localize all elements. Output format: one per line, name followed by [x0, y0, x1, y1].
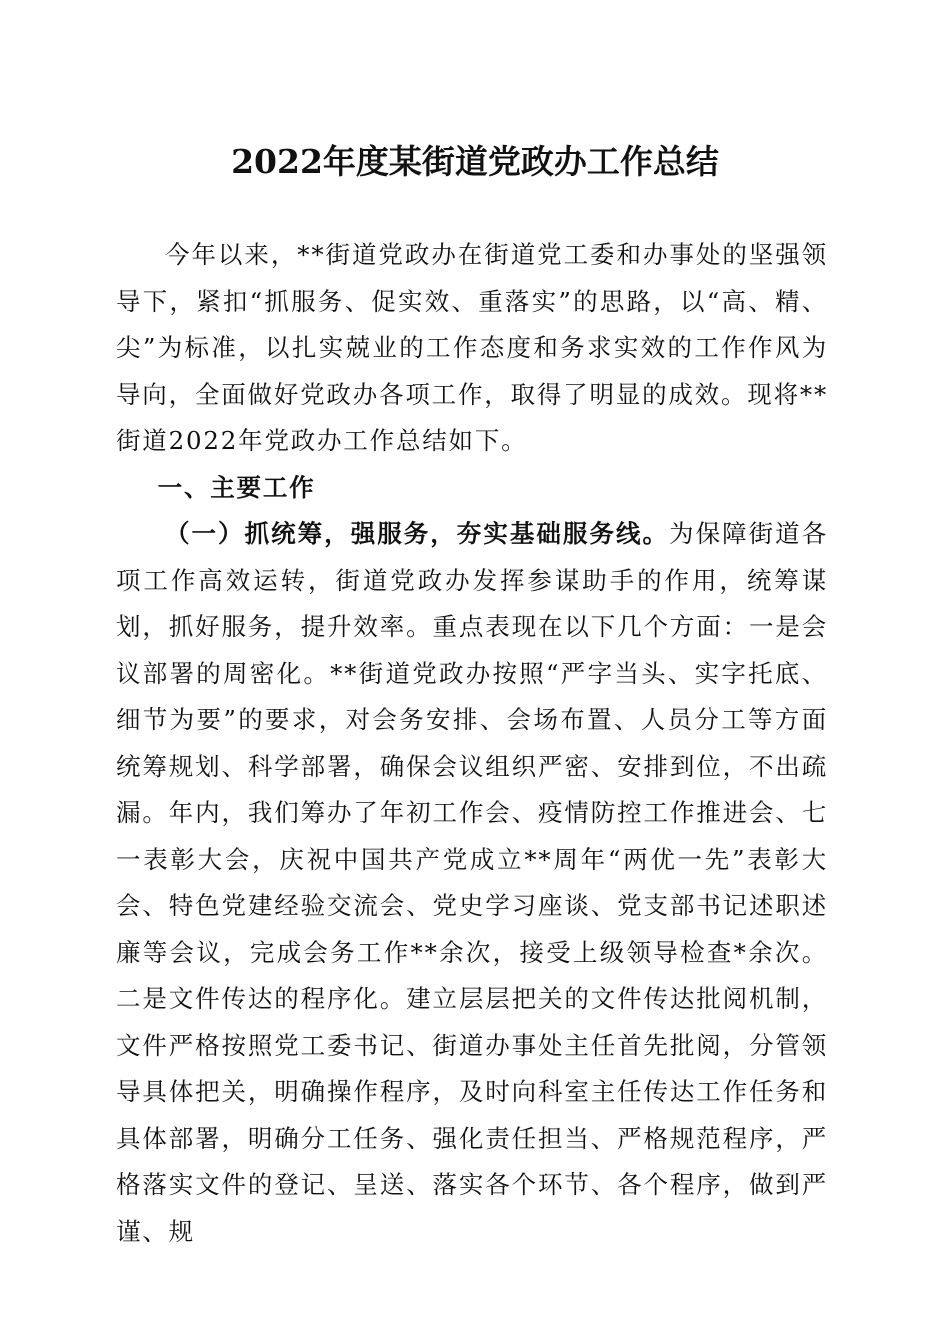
- subsection-lead: （一）抓统筹，强服务，夯实基础服务线。: [165, 519, 670, 548]
- subsection-text: 为保障街道各项工作高效运转，街道党政办发挥参谋助手的作用，统筹谋划，抓好服务，提升效率。重点表现在以下几个方面：一是会议部署的周密化。**街道党政办按照“严字当头、实字托底、细节为要”的要求，对会务安排、会场布置、人员分工等方面统筹规划、科学部署，确保会议组织严密、安排到位，不出疏漏。年内，我们筹办了年初工作会、疫情防控工作推进会、七一表彰大会，庆祝中国共产党成立**周年“两优一先”表彰大会、特色党建经验交流会、党史学习座谈、党支部书记述职述廉等会议，完成会务工作**余次，接受上级领导检查*余次。二是文件传达的程序化。建立层层把关的文件传达批阅机制，文件严格按照党工委书记、街道办事处主任首先批阅，分管领导具体把关，明确操作程序，及时向科室主任传达工作任务和具体部署，明确分工任务、强化责任担当、严格规范程序，严格落实文件的登记、呈送、落实各个环节、各个程序，做到严谨、规: [116, 519, 828, 1246]
- document-title: 2022年度某街道党政办工作总结: [231, 142, 719, 181]
- intro-paragraph: 今年以来，**街道党政办在街道党工委和办事处的坚强领导下，紧扣“抓服务、促实效、重落实”的思路，以“高、精、尖”为标准，以扎实兢业的工作态度和务求实效的工作作风为导向，全面做好党政办各项工作，取得了明显的成效。现将**街道2022年党政办工作总结如下。: [116, 240, 828, 455]
- document-body: [116, 232, 828, 1255]
- subsection-paragraph: [116, 511, 828, 1255]
- section-heading: 一、主要工作: [157, 472, 316, 502]
